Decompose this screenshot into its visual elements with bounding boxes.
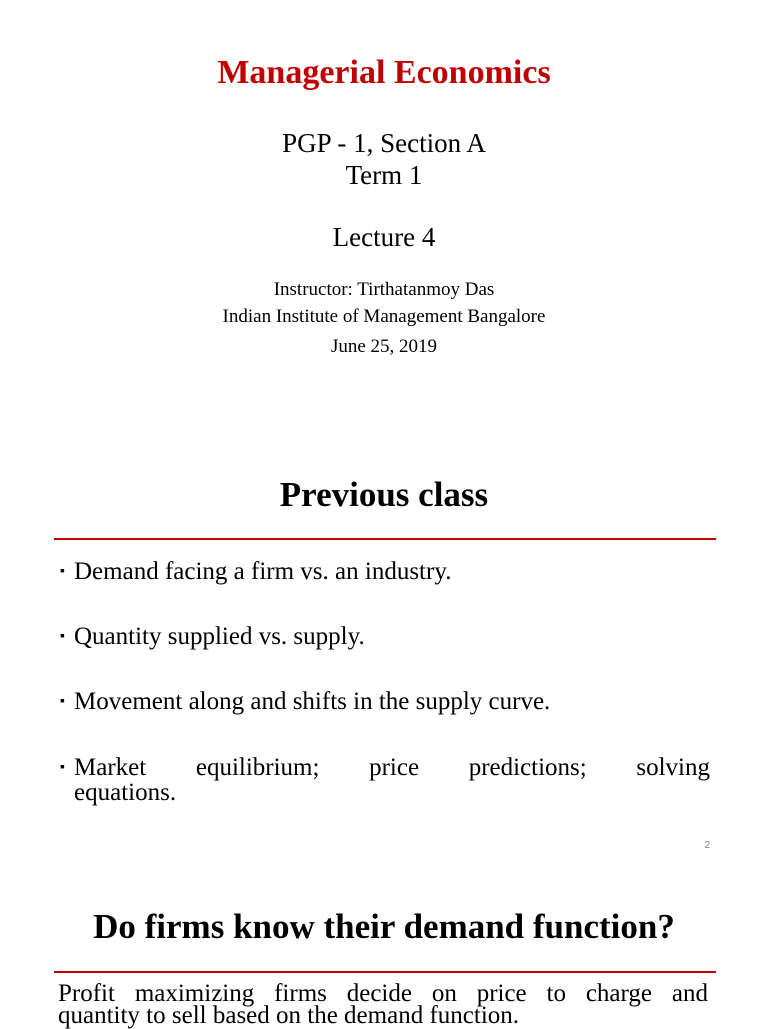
slide-heading: Previous class [279,475,489,514]
word: Market [74,754,147,781]
title-slide [0,0,768,400]
bullet-item [60,559,710,584]
bullet-text-line [60,755,710,780]
demand-function-slide [0,895,768,1029]
bullet-marker-icon: ▪ [60,694,65,709]
bullet-text: Quantity supplied vs. supply. [74,623,365,650]
word: decide [346,980,412,1007]
term-line: Term 1 [345,160,423,190]
bullet-item [60,755,710,805]
bullet-text-continuation: equations. [74,779,177,806]
bullet-item [60,689,710,714]
slide-title: Managerial Economics [217,54,551,91]
bullet-marker-icon: ▪ [60,629,65,644]
previous-class-slide [0,460,768,860]
word: and [671,980,708,1007]
course-line: PGP - 1, Section A [282,128,486,158]
word: price [369,754,420,781]
lecture-line: Lecture 4 [332,222,436,252]
heading-divider [54,971,716,973]
heading-divider [54,538,716,540]
word: Profit [58,980,115,1007]
bullet-marker-icon: ▪ [60,760,65,775]
word: to [546,980,566,1007]
slide-heading: Do firms know their demand function? [93,907,675,946]
word: on [431,980,457,1007]
word: solving [636,754,710,781]
word: predictions; [468,754,587,781]
bullet-text: Movement along and shifts in the supply curve. [74,688,551,715]
word: charge [585,980,652,1007]
date-line: June 25, 2019 [330,336,438,357]
body-paragraph [58,980,708,1029]
word: maximizing [134,980,255,1007]
bullet-marker-icon: ▪ [60,564,65,579]
bullet-text: Demand facing a firm vs. an industry. [74,558,452,585]
institute-line: Indian Institute of Management Bangalore [222,306,546,327]
word: price [476,980,527,1007]
bullet-item [60,624,710,649]
paragraph-line: quantity to sell based on the demand function. [58,1002,520,1029]
instructor-line: Instructor: Tirthatanmoy Das [273,279,495,300]
word: firms [274,980,327,1007]
page-number: 2 [704,840,710,851]
word: equilibrium; [195,754,320,781]
